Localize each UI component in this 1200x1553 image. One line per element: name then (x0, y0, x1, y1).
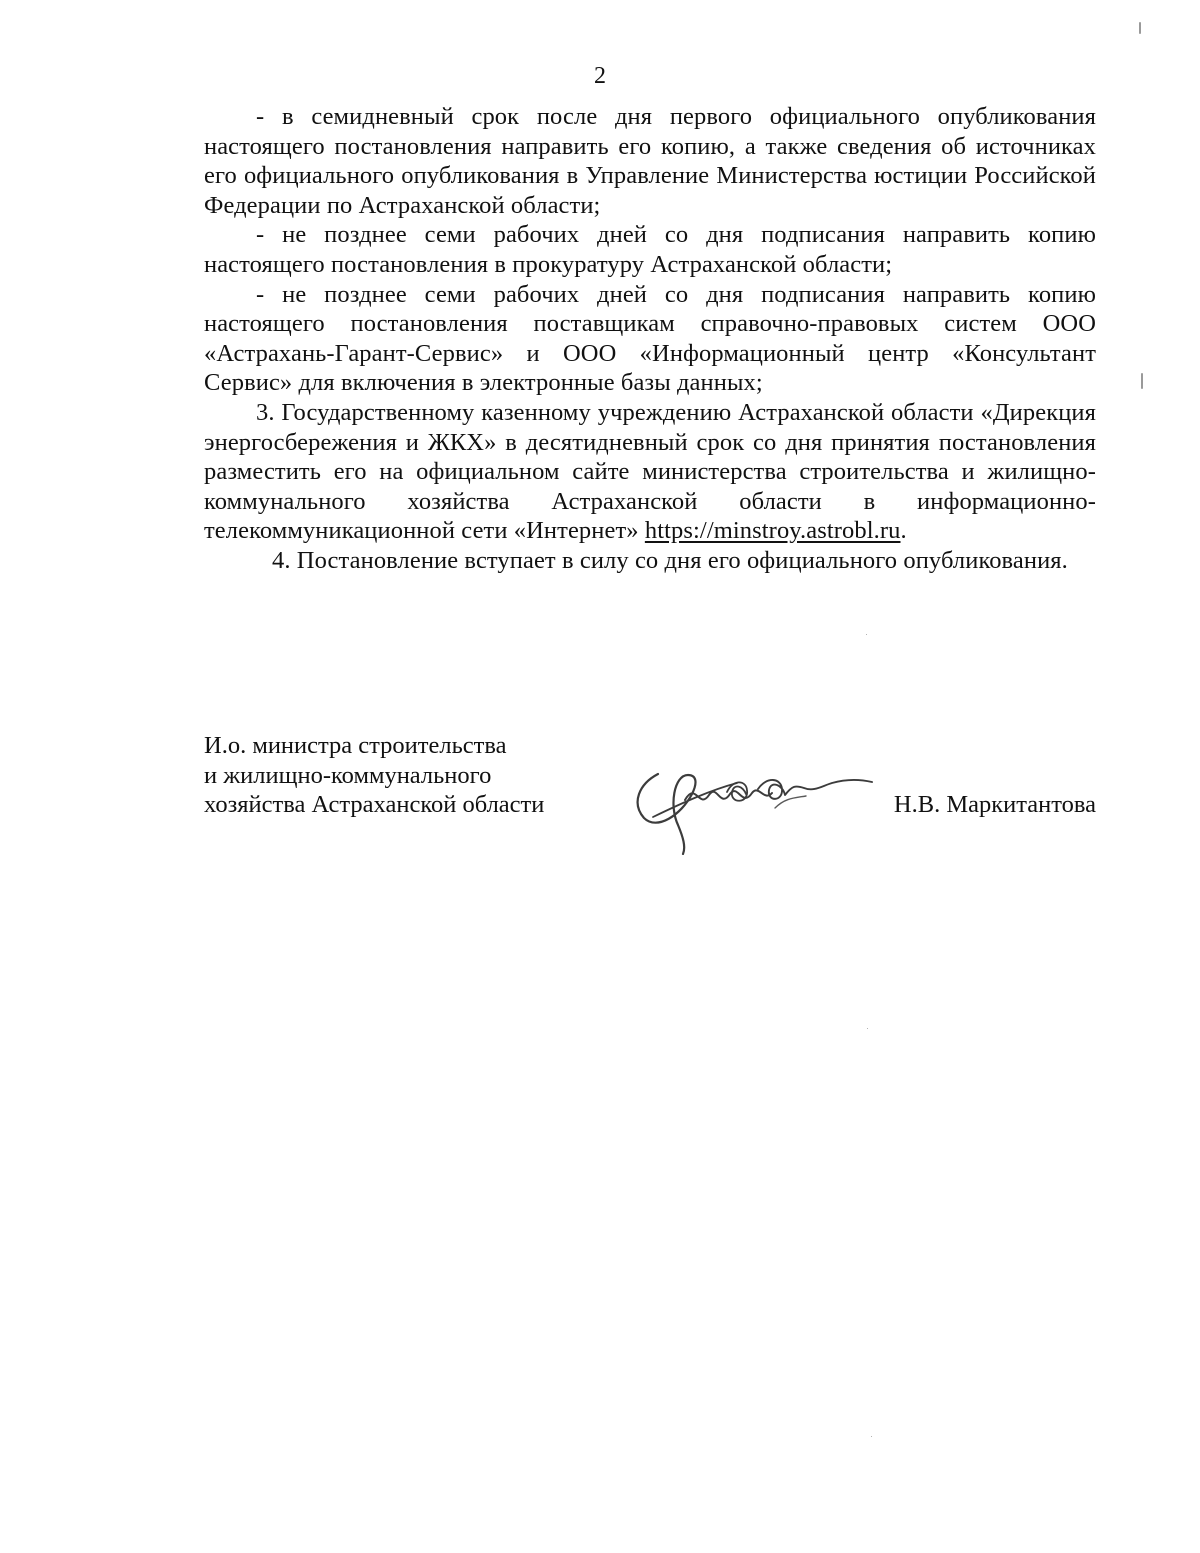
page-number: 2 (594, 63, 606, 89)
clause-3-website-publication (204, 398, 1096, 546)
clause-3-period: . (900, 517, 907, 545)
signer-position (204, 731, 594, 820)
handwritten-signature (626, 755, 878, 855)
signer-position-line-3: хозяйства Астраханской области (204, 791, 545, 819)
decree-body (204, 102, 1096, 576)
instruction-publication-copy: - в семидневный срок после дня первого официального опубликования настоящего постановления направить его копию, а также сведения об источниках его официального опубликования в Управление Министерства юстиции Российской Федерации по Астраханской области; (204, 103, 1096, 219)
scan-speck (866, 634, 867, 635)
scan-speck (1141, 373, 1143, 389)
clause-3-text: 3. Государственному казенному учреждению Астраханской области «Дирекция энергосбережения и ЖКХ» в десятидневный срок со дня принятия постановления разместить его на официальном сайте министерства строительства и жилищно-коммунального хозяйства Астраханской области в информационно-телекоммуникационной сети «Интернет» (204, 398, 1096, 545)
signer-name: Н.В. Маркитантова (893, 791, 1096, 818)
scan-speck (867, 1028, 868, 1029)
ministry-website-link[interactable]: https://minstroy.astrobl.ru (644, 517, 901, 545)
clause-4-effective-date: 4. Постановление вступает в силу со дня его официального опубликования. (272, 546, 1068, 574)
instruction-legal-systems-copy: - не позднее семи рабочих дней со дня подписания направить копию настоящего постановления поставщикам справочно-правовых систем ООО «Астрахань-Гарант-Сервис» и ООО «Информационный центр «Консультант Сервис» для включения в электронные базы данных; (204, 280, 1096, 397)
scan-speck (871, 1436, 872, 1437)
signature-block (204, 731, 1096, 851)
signer-position-line-1: И.о. министра строительства (204, 732, 507, 759)
instruction-prosecutor-copy: - не позднее семи рабочих дней со дня подписания направить копию настоящего постановления в прокуратуру Астраханской области; (204, 221, 1096, 278)
scan-speck (1139, 22, 1141, 34)
signer-position-line-2: и жилищно-коммунального (204, 761, 492, 789)
